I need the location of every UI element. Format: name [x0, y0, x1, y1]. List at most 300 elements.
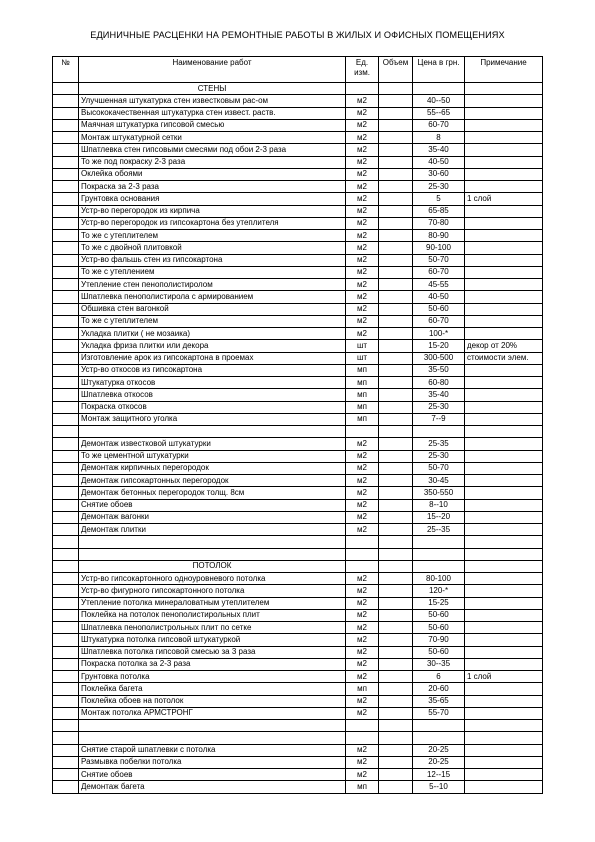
- row-num-cell: [53, 340, 79, 352]
- unit-cell: м2: [346, 217, 379, 229]
- volume-cell: [379, 487, 413, 499]
- work-name-cell: Демонтаж кирпичных перегородок: [79, 462, 346, 474]
- row-num-cell: [53, 756, 79, 768]
- header-note: Примечание: [465, 57, 543, 83]
- row-num-cell: [53, 315, 79, 327]
- table-row: [53, 168, 543, 180]
- table-row: [53, 181, 543, 193]
- table-row: [53, 340, 543, 352]
- note-cell: [465, 707, 543, 719]
- price-cell: 15--20: [413, 511, 465, 523]
- unit-cell: шт: [346, 352, 379, 364]
- price-cell: 60-80: [413, 377, 465, 389]
- volume-cell: [379, 119, 413, 131]
- volume-cell: [379, 303, 413, 315]
- work-name-cell: То же цементной штукатурки: [79, 450, 346, 462]
- unit-cell: м2: [346, 597, 379, 609]
- unit-cell: мп: [346, 401, 379, 413]
- price-cell: 300-500: [413, 352, 465, 364]
- note-cell: [465, 744, 543, 756]
- note-cell: [465, 585, 543, 597]
- price-cell: 90-100: [413, 242, 465, 254]
- volume-cell: [379, 511, 413, 523]
- empty-row: [53, 536, 543, 548]
- note-cell: [465, 242, 543, 254]
- table-row: [53, 389, 543, 401]
- price-cell: 40-50: [413, 291, 465, 303]
- note-cell: декор от 20%: [465, 340, 543, 352]
- table-row: [53, 144, 543, 156]
- work-name-cell: Снятие старой шпатлевки с потолка: [79, 744, 346, 756]
- unit-cell: шт: [346, 340, 379, 352]
- row-num-cell: [53, 156, 79, 168]
- unit-cell: [346, 732, 379, 744]
- row-num-cell: [53, 658, 79, 670]
- section-header-row: [53, 560, 543, 572]
- unit-cell: м2: [346, 107, 379, 119]
- row-num-cell: [53, 83, 79, 95]
- header-volume: Объем: [379, 57, 413, 83]
- note-cell: [465, 401, 543, 413]
- note-cell: [465, 413, 543, 425]
- work-name-cell: То же с утеплителем: [79, 230, 346, 242]
- note-cell: [465, 328, 543, 340]
- volume-cell: [379, 462, 413, 474]
- price-cell: 40-50: [413, 156, 465, 168]
- price-cell: 60-70: [413, 266, 465, 278]
- price-cell: 5--10: [413, 781, 465, 793]
- volume-cell: [379, 144, 413, 156]
- volume-cell: [379, 450, 413, 462]
- row-num-cell: [53, 609, 79, 621]
- volume-cell: [379, 389, 413, 401]
- price-cell: 25-30: [413, 450, 465, 462]
- volume-cell: [379, 622, 413, 634]
- work-name-cell: Демонтаж вагонки: [79, 511, 346, 523]
- note-cell: [465, 646, 543, 658]
- work-name-cell: Монтаж потолка АРМСТРОНГ: [79, 707, 346, 719]
- table-row: [53, 401, 543, 413]
- volume-cell: [379, 377, 413, 389]
- table-row: [53, 499, 543, 511]
- table-row: [53, 413, 543, 425]
- volume-cell: [379, 426, 413, 438]
- unit-cell: м2: [346, 769, 379, 781]
- price-cell: [413, 83, 465, 95]
- volume-cell: [379, 585, 413, 597]
- note-cell: [465, 732, 543, 744]
- volume-cell: [379, 597, 413, 609]
- work-name-cell: Укладка фриза плитки или декора: [79, 340, 346, 352]
- unit-cell: мп: [346, 413, 379, 425]
- price-cell: [413, 548, 465, 560]
- volume-cell: [379, 732, 413, 744]
- volume-cell: [379, 658, 413, 670]
- note-cell: [465, 622, 543, 634]
- work-name-cell: Демонтаж плитки: [79, 524, 346, 536]
- table-row: [53, 193, 543, 205]
- table-row: [53, 438, 543, 450]
- note-cell: [465, 560, 543, 572]
- volume-cell: [379, 438, 413, 450]
- row-num-cell: [53, 217, 79, 229]
- unit-cell: м2: [346, 573, 379, 585]
- price-cell: 25-30: [413, 181, 465, 193]
- work-name-cell: Утепление стен пенополистиролом: [79, 279, 346, 291]
- volume-cell: [379, 364, 413, 376]
- note-cell: [465, 107, 543, 119]
- volume-cell: [379, 413, 413, 425]
- table-row: [53, 671, 543, 683]
- unit-cell: [346, 536, 379, 548]
- note-cell: [465, 279, 543, 291]
- price-cell: 350-550: [413, 487, 465, 499]
- note-cell: [465, 756, 543, 768]
- note-cell: [465, 536, 543, 548]
- row-num-cell: [53, 548, 79, 560]
- work-name-cell: Снятие обоев: [79, 499, 346, 511]
- note-cell: [465, 83, 543, 95]
- row-num-cell: [53, 622, 79, 634]
- note-cell: [465, 315, 543, 327]
- row-num-cell: [53, 95, 79, 107]
- note-cell: стоимости элем.: [465, 352, 543, 364]
- price-table: [52, 56, 543, 794]
- table-row: [53, 242, 543, 254]
- volume-cell: [379, 254, 413, 266]
- row-num-cell: [53, 487, 79, 499]
- unit-cell: [346, 560, 379, 572]
- table-row: [53, 744, 543, 756]
- volume-cell: [379, 340, 413, 352]
- volume-cell: [379, 315, 413, 327]
- row-num-cell: [53, 352, 79, 364]
- volume-cell: [379, 230, 413, 242]
- volume-cell: [379, 328, 413, 340]
- unit-cell: м2: [346, 315, 379, 327]
- table-row: [53, 524, 543, 536]
- table-row: [53, 328, 543, 340]
- table-row: [53, 450, 543, 462]
- price-cell: 35-65: [413, 695, 465, 707]
- work-name-cell: Поклейка багета: [79, 683, 346, 695]
- work-name-cell: Устр-во перегородок из гипсокартона без утеплителя: [79, 217, 346, 229]
- work-name-cell: Штукатурка откосов: [79, 377, 346, 389]
- row-num-cell: [53, 401, 79, 413]
- work-name-cell: Шпатлевка потолка гипсовой смесью за 3 раза: [79, 646, 346, 658]
- volume-cell: [379, 83, 413, 95]
- price-cell: 7--9: [413, 413, 465, 425]
- row-num-cell: [53, 107, 79, 119]
- volume-cell: [379, 475, 413, 487]
- note-cell: [465, 205, 543, 217]
- row-num-cell: [53, 524, 79, 536]
- work-name-cell: Устр-во откосов из гипсокартона: [79, 364, 346, 376]
- row-num-cell: [53, 732, 79, 744]
- note-cell: 1 слой: [465, 193, 543, 205]
- row-num-cell: [53, 707, 79, 719]
- unit-cell: м2: [346, 695, 379, 707]
- note-cell: [465, 695, 543, 707]
- note-cell: [465, 426, 543, 438]
- work-name-cell: Маячная штукатурка гипсовой смесью: [79, 119, 346, 131]
- note-cell: [465, 683, 543, 695]
- note-cell: [465, 438, 543, 450]
- unit-cell: м2: [346, 609, 379, 621]
- unit-cell: м2: [346, 438, 379, 450]
- section-title: ПОТОЛОК: [79, 560, 346, 572]
- unit-cell: м2: [346, 622, 379, 634]
- volume-cell: [379, 683, 413, 695]
- price-cell: 20-25: [413, 756, 465, 768]
- row-num-cell: [53, 132, 79, 144]
- note-cell: [465, 511, 543, 523]
- volume-cell: [379, 205, 413, 217]
- price-table-body: [53, 57, 543, 794]
- table-row: [53, 622, 543, 634]
- table-row: [53, 707, 543, 719]
- table-row: [53, 230, 543, 242]
- note-cell: [465, 156, 543, 168]
- work-name-cell: Шпатлевка стен гипсовыми смесями под обои 2-3 раза: [79, 144, 346, 156]
- price-cell: 120-*: [413, 585, 465, 597]
- unit-cell: м2: [346, 303, 379, 315]
- volume-cell: [379, 744, 413, 756]
- row-num-cell: [53, 254, 79, 266]
- price-cell: [413, 720, 465, 732]
- volume-cell: [379, 266, 413, 278]
- price-cell: 6: [413, 671, 465, 683]
- row-num-cell: [53, 144, 79, 156]
- row-num-cell: [53, 744, 79, 756]
- row-num-cell: [53, 781, 79, 793]
- work-name-cell: Штукатурка потолка гипсовой штукатуркой: [79, 634, 346, 646]
- work-name-cell: Поклейка обоев на потолок: [79, 695, 346, 707]
- row-num-cell: [53, 119, 79, 131]
- note-cell: [465, 609, 543, 621]
- price-cell: 35-50: [413, 364, 465, 376]
- price-cell: 8: [413, 132, 465, 144]
- price-cell: 70-90: [413, 634, 465, 646]
- table-row: [53, 107, 543, 119]
- unit-cell: м2: [346, 328, 379, 340]
- work-name-cell: [79, 720, 346, 732]
- price-cell: 60-70: [413, 315, 465, 327]
- note-cell: [465, 475, 543, 487]
- work-name-cell: Грунтовка потолка: [79, 671, 346, 683]
- unit-cell: [346, 83, 379, 95]
- table-header-row: [53, 57, 543, 83]
- unit-cell: м2: [346, 646, 379, 658]
- unit-cell: м2: [346, 266, 379, 278]
- note-cell: [465, 548, 543, 560]
- table-row: [53, 646, 543, 658]
- table-row: [53, 695, 543, 707]
- work-name-cell: Оклейка обоями: [79, 168, 346, 180]
- note-cell: [465, 597, 543, 609]
- volume-cell: [379, 560, 413, 572]
- price-cell: 15-25: [413, 597, 465, 609]
- table-row: [53, 266, 543, 278]
- volume-cell: [379, 107, 413, 119]
- row-num-cell: [53, 193, 79, 205]
- table-row: [53, 364, 543, 376]
- unit-cell: м2: [346, 193, 379, 205]
- row-num-cell: [53, 573, 79, 585]
- volume-cell: [379, 156, 413, 168]
- price-cell: [413, 536, 465, 548]
- price-cell: 50-70: [413, 254, 465, 266]
- price-cell: [413, 560, 465, 572]
- volume-cell: [379, 695, 413, 707]
- note-cell: [465, 132, 543, 144]
- row-num-cell: [53, 205, 79, 217]
- note-cell: [465, 377, 543, 389]
- table-row: [53, 279, 543, 291]
- table-row: [53, 205, 543, 217]
- unit-cell: м2: [346, 634, 379, 646]
- price-cell: 25-35: [413, 438, 465, 450]
- row-num-cell: [53, 597, 79, 609]
- price-cell: 15-20: [413, 340, 465, 352]
- note-cell: [465, 769, 543, 781]
- volume-cell: [379, 193, 413, 205]
- volume-cell: [379, 168, 413, 180]
- unit-cell: м2: [346, 132, 379, 144]
- price-cell: 30-45: [413, 475, 465, 487]
- volume-cell: [379, 352, 413, 364]
- note-cell: [465, 634, 543, 646]
- volume-cell: [379, 646, 413, 658]
- work-name-cell: Высококачественная штукатурка стен извест. раств.: [79, 107, 346, 119]
- note-cell: 1 слой: [465, 671, 543, 683]
- work-name-cell: Демонтаж известковой штукатурки: [79, 438, 346, 450]
- work-name-cell: То же с утеплением: [79, 266, 346, 278]
- note-cell: [465, 217, 543, 229]
- row-num-cell: [53, 695, 79, 707]
- table-row: [53, 683, 543, 695]
- work-name-cell: [79, 536, 346, 548]
- price-cell: 12--15: [413, 769, 465, 781]
- table-row: [53, 573, 543, 585]
- price-cell: 20-60: [413, 683, 465, 695]
- price-cell: 25--35: [413, 524, 465, 536]
- price-cell: [413, 732, 465, 744]
- unit-cell: м2: [346, 291, 379, 303]
- price-cell: 30-60: [413, 168, 465, 180]
- work-name-cell: Снятие обоев: [79, 769, 346, 781]
- table-row: [53, 769, 543, 781]
- unit-cell: м2: [346, 168, 379, 180]
- volume-cell: [379, 720, 413, 732]
- row-num-cell: [53, 168, 79, 180]
- price-cell: 5: [413, 193, 465, 205]
- price-cell: 80-90: [413, 230, 465, 242]
- price-cell: [413, 426, 465, 438]
- volume-cell: [379, 707, 413, 719]
- note-cell: [465, 720, 543, 732]
- row-num-cell: [53, 560, 79, 572]
- note-cell: [465, 291, 543, 303]
- volume-cell: [379, 634, 413, 646]
- note-cell: [465, 266, 543, 278]
- work-name-cell: Шпатлевка откосов: [79, 389, 346, 401]
- work-name-cell: То же с двойной плитовкой: [79, 242, 346, 254]
- price-cell: 50-60: [413, 646, 465, 658]
- row-num-cell: [53, 328, 79, 340]
- row-num-cell: [53, 450, 79, 462]
- note-cell: [465, 573, 543, 585]
- price-cell: 50-60: [413, 303, 465, 315]
- unit-cell: мп: [346, 364, 379, 376]
- row-num-cell: [53, 230, 79, 242]
- work-name-cell: Демонтаж гипсокартонных перегородок: [79, 475, 346, 487]
- volume-cell: [379, 499, 413, 511]
- volume-cell: [379, 291, 413, 303]
- work-name-cell: Покраска потолка за 2-3 раза: [79, 658, 346, 670]
- header-name: Наименование работ: [79, 57, 346, 83]
- work-name-cell: Грунтовка основания: [79, 193, 346, 205]
- unit-cell: м2: [346, 744, 379, 756]
- table-row: [53, 609, 543, 621]
- price-cell: 55--65: [413, 107, 465, 119]
- table-row: [53, 303, 543, 315]
- unit-cell: м2: [346, 181, 379, 193]
- header-unit: Ед. изм.: [346, 57, 379, 83]
- row-num-cell: [53, 683, 79, 695]
- table-row: [53, 315, 543, 327]
- price-cell: 50-60: [413, 609, 465, 621]
- row-num-cell: [53, 364, 79, 376]
- volume-cell: [379, 217, 413, 229]
- work-name-cell: Поклейка на потолок пенополистирольных плит: [79, 609, 346, 621]
- table-row: [53, 377, 543, 389]
- work-name-cell: Шпатлевка пенополистирола с армированием: [79, 291, 346, 303]
- work-name-cell: Устр-во перегородок из кирпича: [79, 205, 346, 217]
- price-cell: 60-70: [413, 119, 465, 131]
- price-cell: 35-40: [413, 144, 465, 156]
- row-num-cell: [53, 646, 79, 658]
- volume-cell: [379, 781, 413, 793]
- unit-cell: мп: [346, 389, 379, 401]
- row-num-cell: [53, 536, 79, 548]
- unit-cell: м2: [346, 462, 379, 474]
- unit-cell: м2: [346, 487, 379, 499]
- unit-cell: м2: [346, 279, 379, 291]
- section-title: СТЕНЫ: [79, 83, 346, 95]
- work-name-cell: Демонтаж бетонных перегородок толщ. 8см: [79, 487, 346, 499]
- work-name-cell: Монтаж штукатурной сетки: [79, 132, 346, 144]
- work-name-cell: [79, 732, 346, 744]
- volume-cell: [379, 242, 413, 254]
- table-row: [53, 352, 543, 364]
- volume-cell: [379, 95, 413, 107]
- note-cell: [465, 364, 543, 376]
- work-name-cell: Устр-во гипсокартонного одноуровневого потолка: [79, 573, 346, 585]
- table-row: [53, 658, 543, 670]
- row-num-cell: [53, 279, 79, 291]
- work-name-cell: Укладка плитки ( не мозаика): [79, 328, 346, 340]
- price-cell: 50-60: [413, 622, 465, 634]
- work-name-cell: Демонтаж багета: [79, 781, 346, 793]
- unit-cell: м2: [346, 242, 379, 254]
- work-name-cell: Изготовление арок из гипсокартона в проемах: [79, 352, 346, 364]
- table-row: [53, 95, 543, 107]
- note-cell: [465, 462, 543, 474]
- note-cell: [465, 254, 543, 266]
- row-num-cell: [53, 266, 79, 278]
- note-cell: [465, 450, 543, 462]
